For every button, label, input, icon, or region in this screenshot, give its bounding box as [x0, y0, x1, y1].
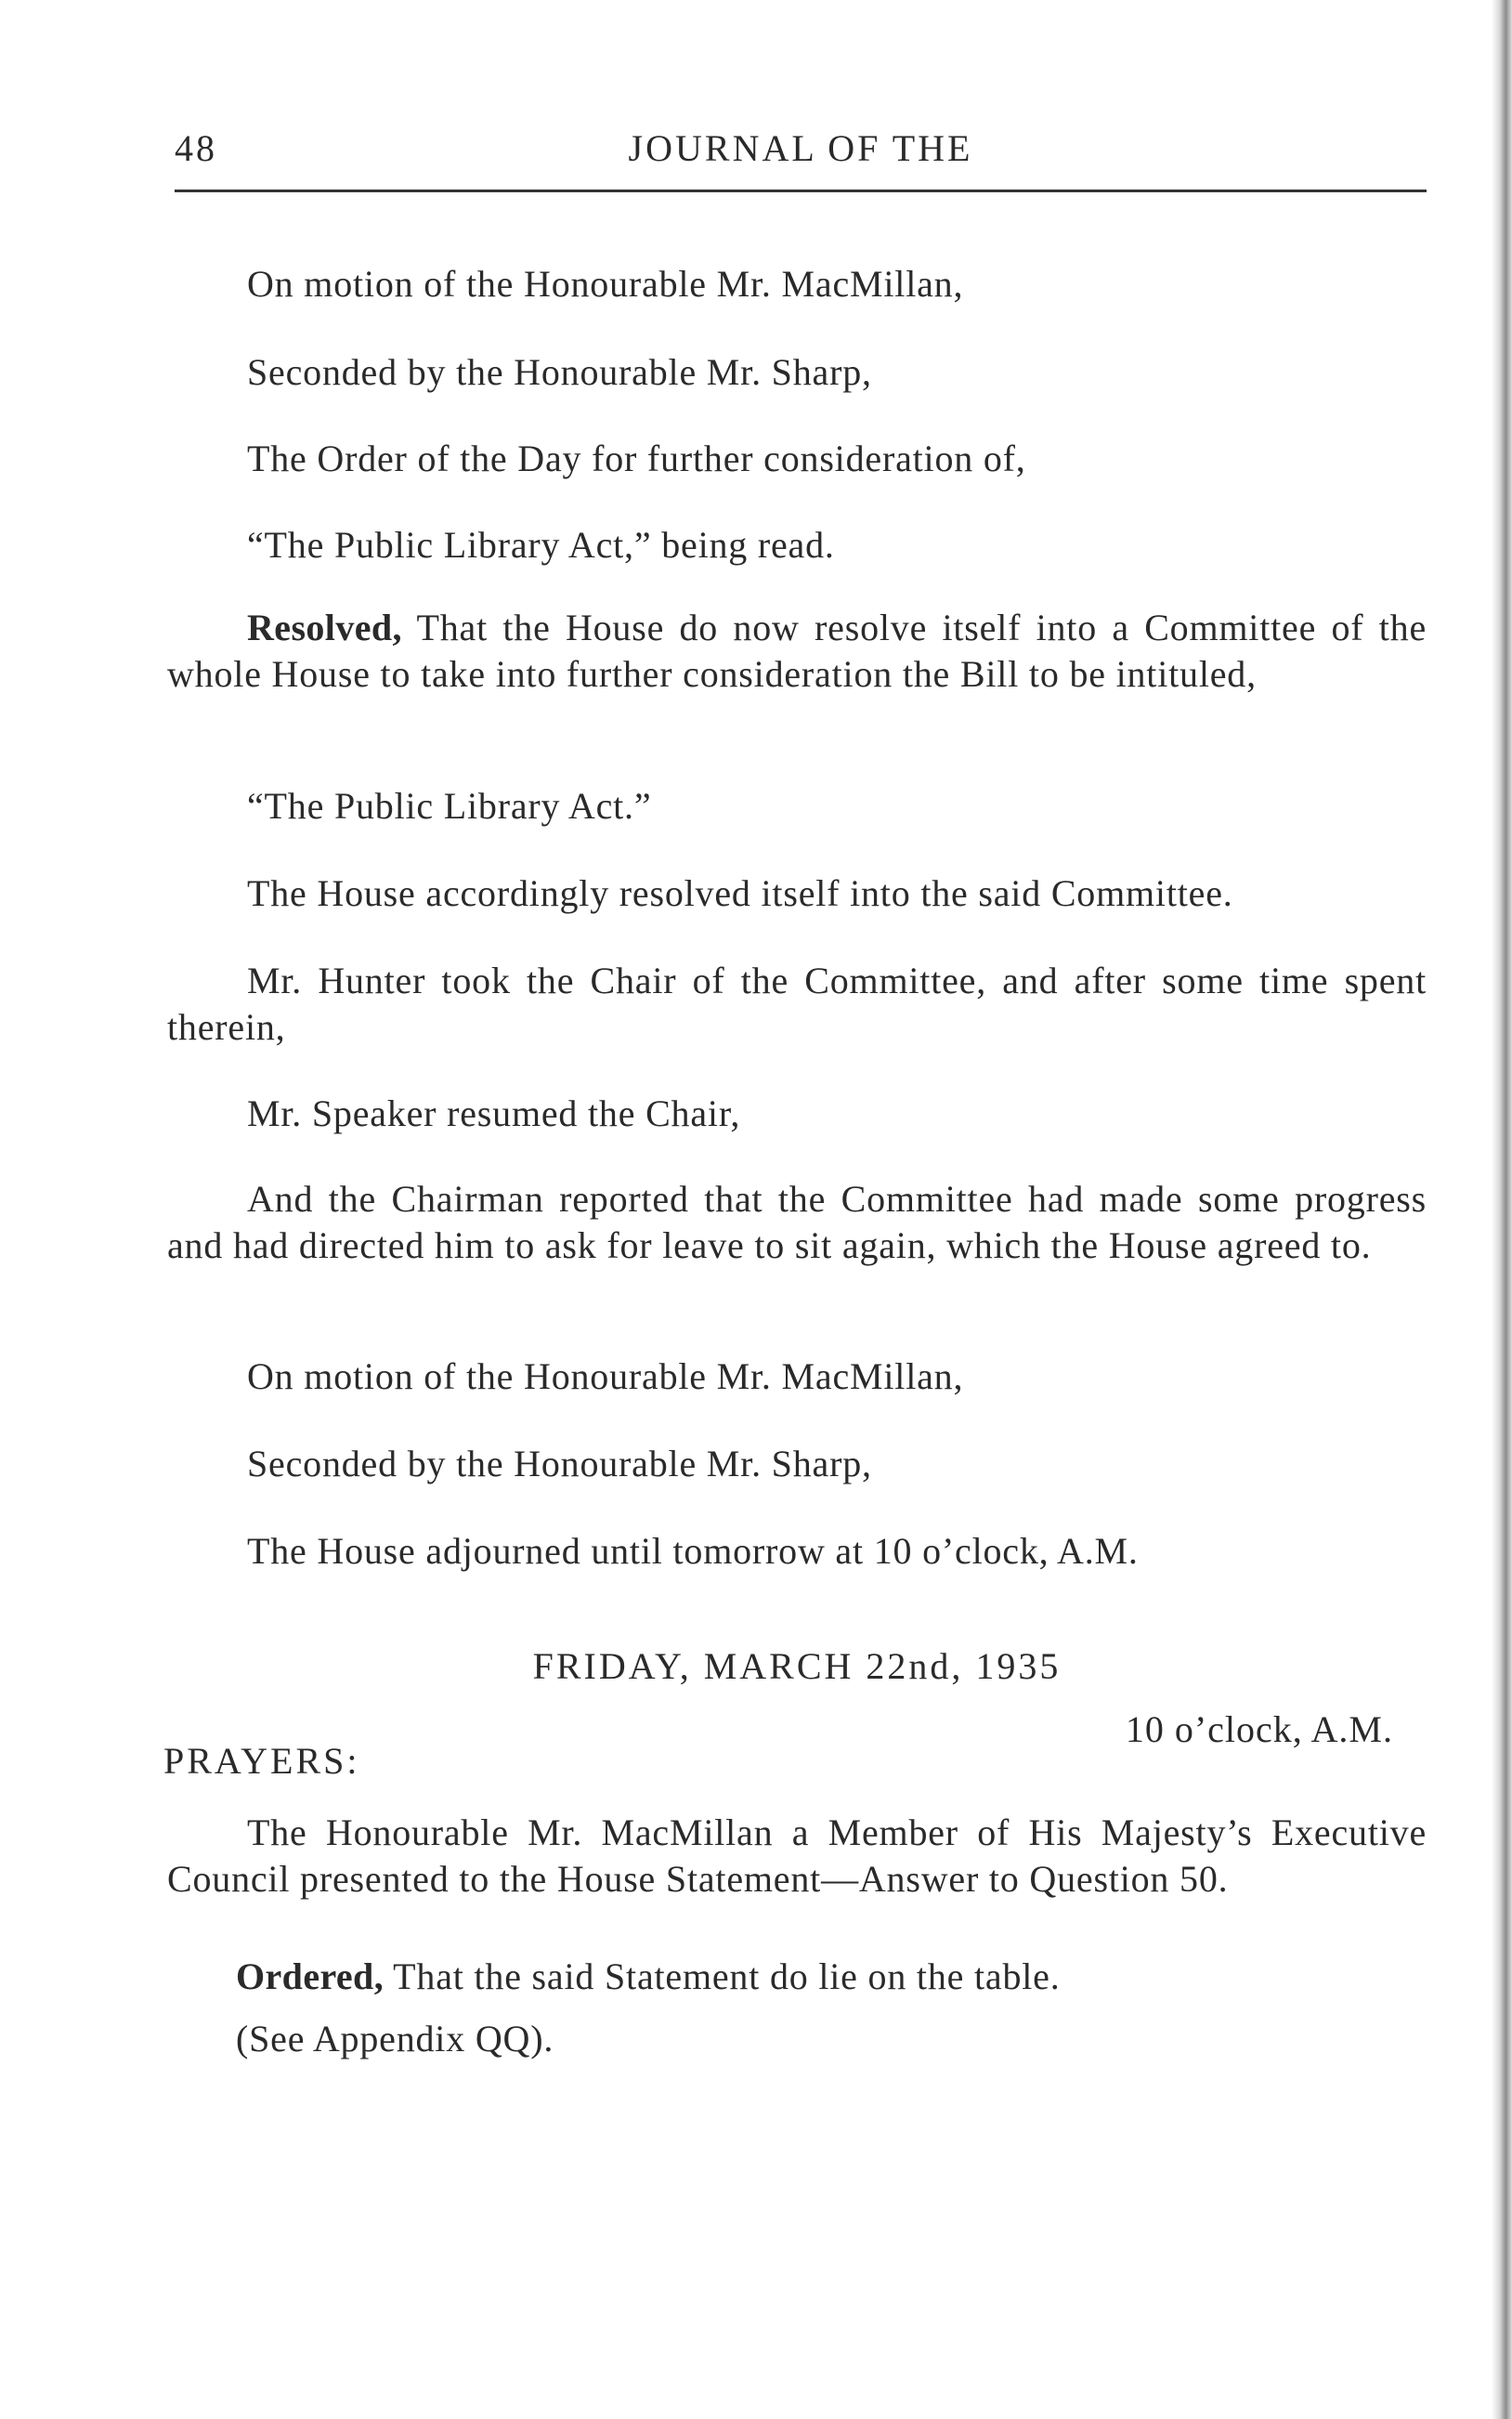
resolved-text: That the House do now resolve itself into a Committee of the whole House to take into further consideration the Bill to be intituled,	[167, 607, 1427, 695]
page-edge-shadow	[1492, 0, 1512, 2419]
seconded-line-2: Seconded by the Honourable Mr. Sharp,	[247, 1443, 872, 1484]
adjournment-line: The House adjourned until tomorrow at 10 o’clock, A.M.	[247, 1530, 1139, 1572]
chairman-report-paragraph: And the Chairman reported that the Committee had made some progress and had directed him to ask for leave to sit again, which the House agreed to.	[167, 1178, 1427, 1266]
journal-title: JOURNAL OF THE	[628, 127, 973, 169]
speaker-resumed-line: Mr. Speaker resumed the Chair,	[247, 1092, 741, 1134]
resolved-paragraph	[167, 605, 1427, 698]
date-heading: FRIDAY, MARCH 22nd, 1935	[532, 1645, 1062, 1687]
bill-title-line: “The Public Library Act,” being read.	[247, 524, 835, 566]
chair-paragraph: Mr. Hunter took the Chair of the Committee, and after some time spent therein,	[167, 960, 1427, 1048]
ordered-lead: Ordered,	[236, 1955, 385, 1997]
committee-resolved-line: The House accordingly resolved itself into the said Committee.	[247, 872, 1233, 914]
appendix-reference: (See Appendix QQ).	[236, 2018, 554, 2059]
motion-line-2: On motion of the Honourable Mr. MacMillan,	[247, 1355, 964, 1397]
seconded-line: Seconded by the Honourable Mr. Sharp,	[247, 351, 872, 393]
resolved-lead: Resolved,	[247, 607, 402, 648]
page-number: 48	[175, 127, 217, 169]
running-head	[175, 126, 1427, 182]
ordered-paragraph	[236, 1954, 1415, 2000]
statement-paragraph: The Honourable Mr. MacMillan a Member of His Majesty’s Executive Council presented to the House Statement—Answer to Question 50.	[167, 1811, 1427, 1900]
sitting-time: 10 o’clock, A.M.	[1125, 1708, 1393, 1750]
order-of-day-line: The Order of the Day for further consideration of,	[247, 438, 1026, 479]
bill-title-repeat: “The Public Library Act.”	[247, 785, 652, 827]
ordered-text: That the said Statement do lie on the table.	[384, 1955, 1061, 1997]
prayers-heading: PRAYERS:	[163, 1740, 360, 1782]
header-rule	[175, 190, 1427, 192]
motion-line: On motion of the Honourable Mr. MacMillan,	[247, 263, 964, 305]
